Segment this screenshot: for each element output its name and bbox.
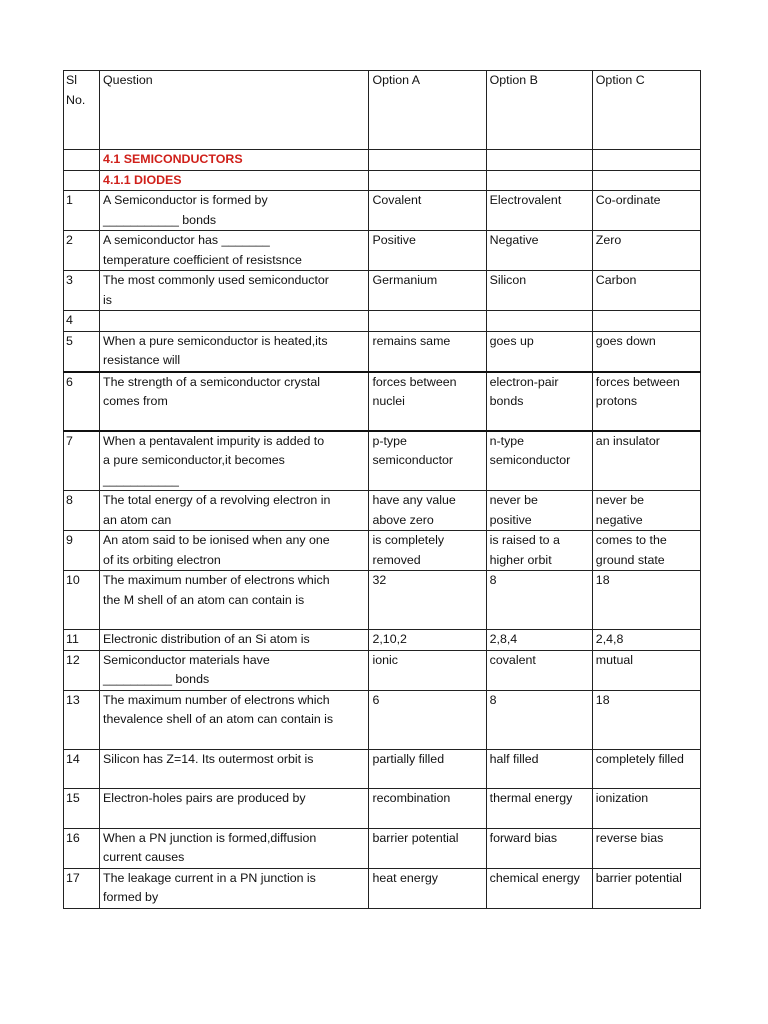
question-row	[64, 331, 701, 372]
question-number: 12	[64, 650, 100, 690]
option-c: 18	[592, 571, 700, 630]
section-row-topic	[64, 170, 701, 191]
option-a: 2,10,2	[369, 630, 486, 651]
question-row	[64, 372, 701, 431]
question-text: A semiconductor has _______ temperature coefficient of resistsnce	[100, 231, 369, 271]
option-c: goes down	[592, 331, 700, 372]
question-row	[64, 571, 701, 630]
question-text: When a pentavalent impurity is added to a pure semiconductor,it becomes ___________	[100, 431, 369, 491]
question-table	[63, 70, 701, 909]
option-b: Silicon	[486, 271, 592, 311]
question-row	[64, 431, 701, 491]
question-number: 6	[64, 372, 100, 431]
option-b: chemical energy	[486, 868, 592, 908]
option-b: Negative	[486, 231, 592, 271]
question-text: Electronic distribution of an Si atom is	[100, 630, 369, 651]
section-heading-unit: 4.1 SEMICONDUCTORS	[100, 150, 369, 171]
option-a: Germanium	[369, 271, 486, 311]
question-text: The maximum number of electrons which the M shell of an atom can contain is	[100, 571, 369, 630]
option-b: n-type semiconductor	[486, 431, 592, 491]
option-a: Covalent	[369, 191, 486, 231]
option-b: half filled	[486, 749, 592, 788]
option-c: mutual	[592, 650, 700, 690]
option-b: thermal energy	[486, 788, 592, 828]
question-text: When a PN junction is formed,diffusion current causes	[100, 828, 369, 868]
question-text: Electron-holes pairs are produced by	[100, 788, 369, 828]
question-row	[64, 191, 701, 231]
question-row	[64, 531, 701, 571]
question-number: 10	[64, 571, 100, 630]
question-row	[64, 630, 701, 651]
question-text: An atom said to be ionised when any one of its orbiting electron	[100, 531, 369, 571]
header-option-b: Option B	[486, 71, 592, 150]
question-row	[64, 868, 701, 908]
option-b: Electrovalent	[486, 191, 592, 231]
option-b: forward bias	[486, 828, 592, 868]
section-row-unit	[64, 150, 701, 171]
question-row	[64, 650, 701, 690]
option-b: never be positive	[486, 491, 592, 531]
option-a: forces between nuclei	[369, 372, 486, 431]
option-a: is completely removed	[369, 531, 486, 571]
option-a: heat energy	[369, 868, 486, 908]
option-b: 8	[486, 690, 592, 749]
question-number: 14	[64, 749, 100, 788]
question-number: 4	[64, 311, 100, 332]
question-text: When a pure semiconductor is heated,its resistance will	[100, 331, 369, 372]
section-heading-topic: 4.1.1 DIODES	[100, 170, 369, 191]
header-sl-no: Sl No.	[64, 71, 100, 150]
question-text: The strength of a semiconductor crystal comes from	[100, 372, 369, 431]
question-text	[100, 311, 369, 332]
option-c: reverse bias	[592, 828, 700, 868]
option-c: completely filled	[592, 749, 700, 788]
option-a: barrier potential	[369, 828, 486, 868]
question-row	[64, 231, 701, 271]
option-a: ionic	[369, 650, 486, 690]
header-row	[64, 71, 701, 150]
question-text: The total energy of a revolving electron in an atom can	[100, 491, 369, 531]
question-row	[64, 271, 701, 311]
question-number: 17	[64, 868, 100, 908]
option-a: 6	[369, 690, 486, 749]
question-number: 16	[64, 828, 100, 868]
question-text: The maximum number of electrons which thevalence shell of an atom can contain is	[100, 690, 369, 749]
option-b: 2,8,4	[486, 630, 592, 651]
option-c: Carbon	[592, 271, 700, 311]
option-c: comes to the ground state	[592, 531, 700, 571]
header-option-c: Option C	[592, 71, 700, 150]
question-number: 11	[64, 630, 100, 651]
option-b: electron-pair bonds	[486, 372, 592, 431]
question-text: Silicon has Z=14. Its outermost orbit is	[100, 749, 369, 788]
option-b: goes up	[486, 331, 592, 372]
question-number: 7	[64, 431, 100, 491]
option-a: partially filled	[369, 749, 486, 788]
option-c: Co-ordinate	[592, 191, 700, 231]
option-b: 8	[486, 571, 592, 630]
question-number: 1	[64, 191, 100, 231]
question-number: 15	[64, 788, 100, 828]
question-number: 8	[64, 491, 100, 531]
option-c: 18	[592, 690, 700, 749]
option-b: covalent	[486, 650, 592, 690]
question-text: Semiconductor materials have __________ bonds	[100, 650, 369, 690]
option-c: an insulator	[592, 431, 700, 491]
question-row	[64, 690, 701, 749]
option-c: barrier potential	[592, 868, 700, 908]
option-a: 32	[369, 571, 486, 630]
question-number: 13	[64, 690, 100, 749]
option-a: Positive	[369, 231, 486, 271]
option-b: is raised to a higher orbit	[486, 531, 592, 571]
question-rows	[64, 191, 701, 909]
option-c: Zero	[592, 231, 700, 271]
question-text: The leakage current in a PN junction is formed by	[100, 868, 369, 908]
header-question: Question	[100, 71, 369, 150]
header-option-a: Option A	[369, 71, 486, 150]
option-c: never be negative	[592, 491, 700, 531]
question-number: 9	[64, 531, 100, 571]
question-row	[64, 828, 701, 868]
option-c: forces between protons	[592, 372, 700, 431]
option-c: ionization	[592, 788, 700, 828]
option-a: have any value above zero	[369, 491, 486, 531]
option-b	[486, 311, 592, 332]
question-text: A Semiconductor is formed by ___________ bonds	[100, 191, 369, 231]
question-number: 3	[64, 271, 100, 311]
question-number: 5	[64, 331, 100, 372]
question-text: The most commonly used semiconductor is	[100, 271, 369, 311]
option-a: p-type semiconductor	[369, 431, 486, 491]
option-a: recombination	[369, 788, 486, 828]
option-a: remains same	[369, 331, 486, 372]
question-row	[64, 788, 701, 828]
question-number: 2	[64, 231, 100, 271]
question-row	[64, 491, 701, 531]
option-a	[369, 311, 486, 332]
question-row	[64, 749, 701, 788]
question-row	[64, 311, 701, 332]
option-c: 2,4,8	[592, 630, 700, 651]
option-c	[592, 311, 700, 332]
